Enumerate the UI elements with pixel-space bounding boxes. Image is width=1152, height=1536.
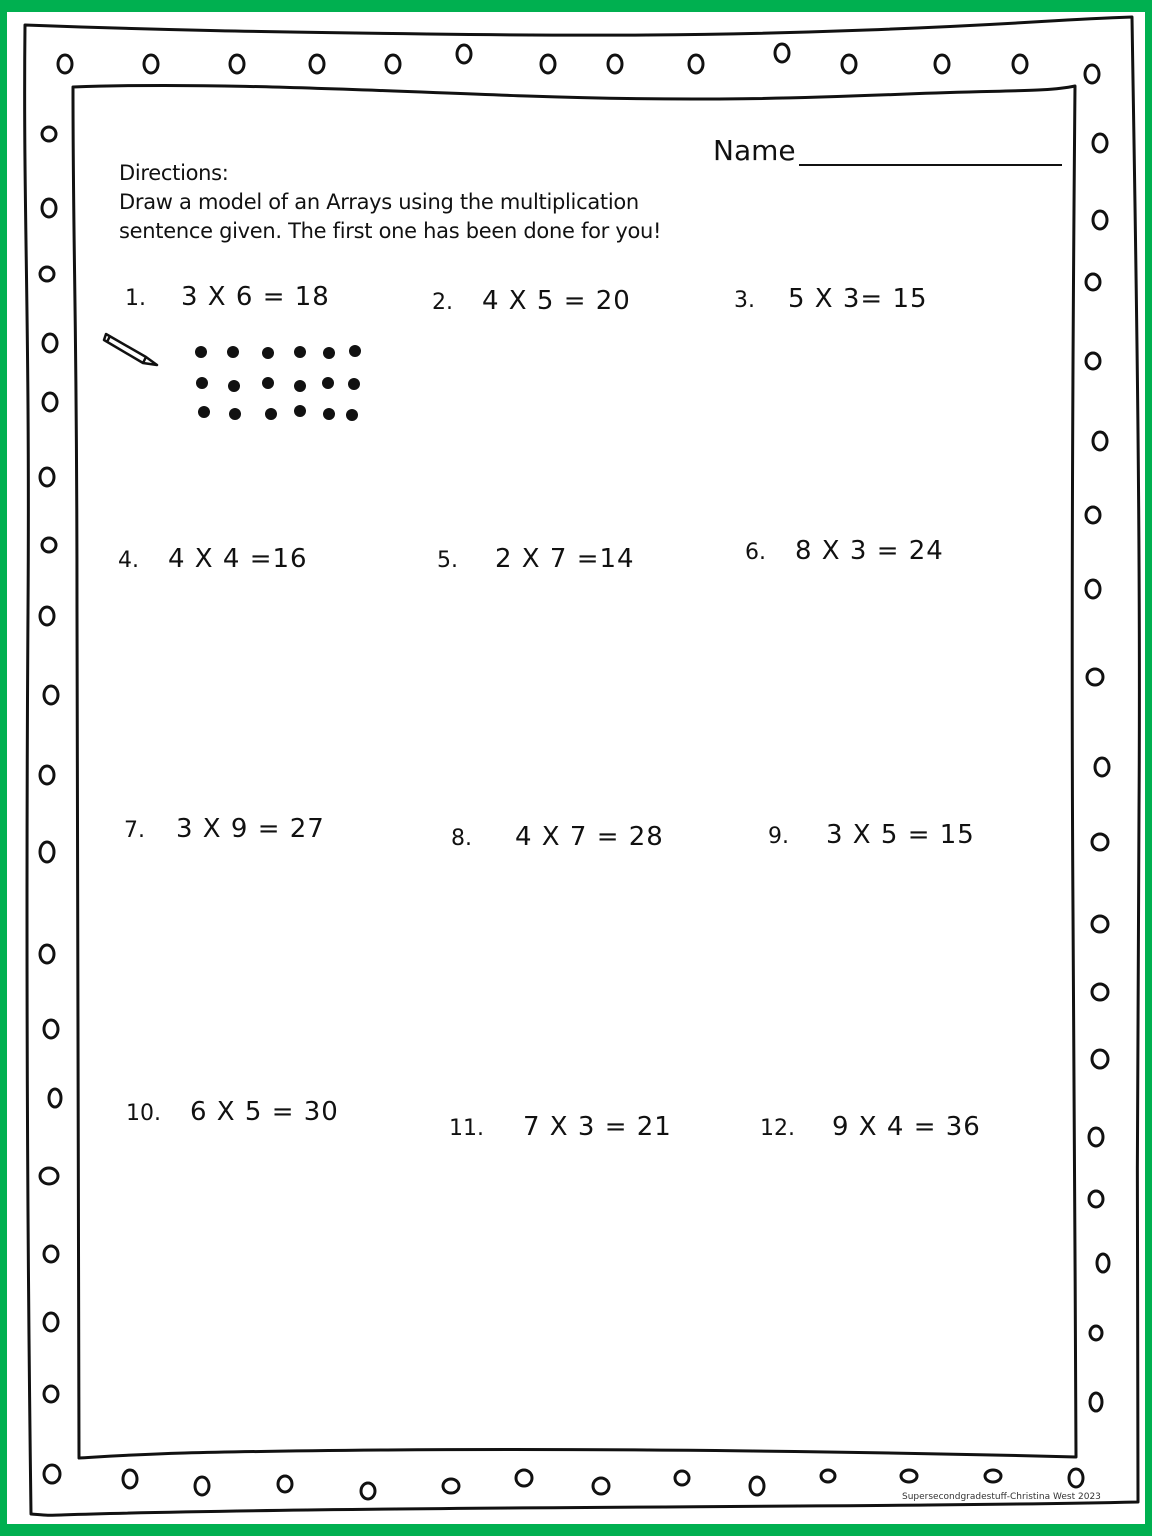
problem-number: 8. — [451, 826, 472, 851]
copyright-credit: Supersecondgradestuff-Christina West 2023 — [902, 1492, 1101, 1502]
problem-number: 11. — [449, 1116, 484, 1141]
problem-number: 10. — [126, 1101, 161, 1126]
multiplication-sentence: 3 X 6 = 18 — [181, 282, 330, 312]
directions-block — [119, 159, 661, 246]
problem-2 — [432, 286, 631, 316]
multiplication-sentence: 6 X 5 = 30 — [190, 1097, 339, 1127]
multiplication-sentence: 5 X 3= 15 — [788, 284, 928, 314]
multiplication-sentence: 2 X 7 =14 — [495, 544, 635, 574]
multiplication-sentence: 4 X 5 = 20 — [482, 286, 631, 316]
multiplication-sentence: 4 X 7 = 28 — [515, 822, 664, 852]
problem-5 — [437, 544, 635, 574]
problem-number: 4. — [118, 548, 139, 573]
problem-number: 7. — [124, 818, 145, 843]
directions-line-1: Draw a model of an Arrays using the multiplication — [119, 190, 639, 214]
multiplication-sentence: 4 X 4 =16 — [168, 544, 308, 574]
problem-7 — [124, 814, 325, 844]
problem-11 — [449, 1112, 672, 1142]
problem-number: 9. — [768, 824, 789, 849]
directions-line-2: sentence given. The first one has been done for you! — [119, 219, 662, 243]
multiplication-sentence: 9 X 4 = 36 — [832, 1112, 981, 1142]
problem-9 — [768, 820, 975, 850]
problem-number: 5. — [437, 548, 458, 573]
problem-1 — [125, 282, 330, 312]
name-label: Name — [713, 134, 796, 167]
directions-title: Directions: — [119, 161, 229, 185]
multiplication-sentence: 3 X 5 = 15 — [826, 820, 975, 850]
problem-number: 1. — [125, 286, 146, 311]
problem-3 — [734, 284, 928, 314]
problem-number: 6. — [745, 540, 766, 565]
pencil-icon — [102, 330, 162, 370]
multiplication-sentence: 3 X 9 = 27 — [176, 814, 325, 844]
problem-10 — [126, 1097, 339, 1127]
problem-6 — [745, 536, 944, 566]
problem-number: 12. — [760, 1116, 795, 1141]
multiplication-sentence: 8 X 3 = 24 — [795, 536, 944, 566]
problem-4 — [118, 544, 308, 574]
example-array-3x6 — [187, 342, 367, 432]
problem-8 — [451, 822, 664, 852]
name-input-line[interactable] — [799, 164, 1062, 166]
problem-number: 3. — [734, 288, 755, 313]
problem-number: 2. — [432, 290, 453, 315]
problem-12 — [760, 1112, 981, 1142]
multiplication-sentence: 7 X 3 = 21 — [523, 1112, 672, 1142]
worksheet-page — [7, 12, 1145, 1524]
